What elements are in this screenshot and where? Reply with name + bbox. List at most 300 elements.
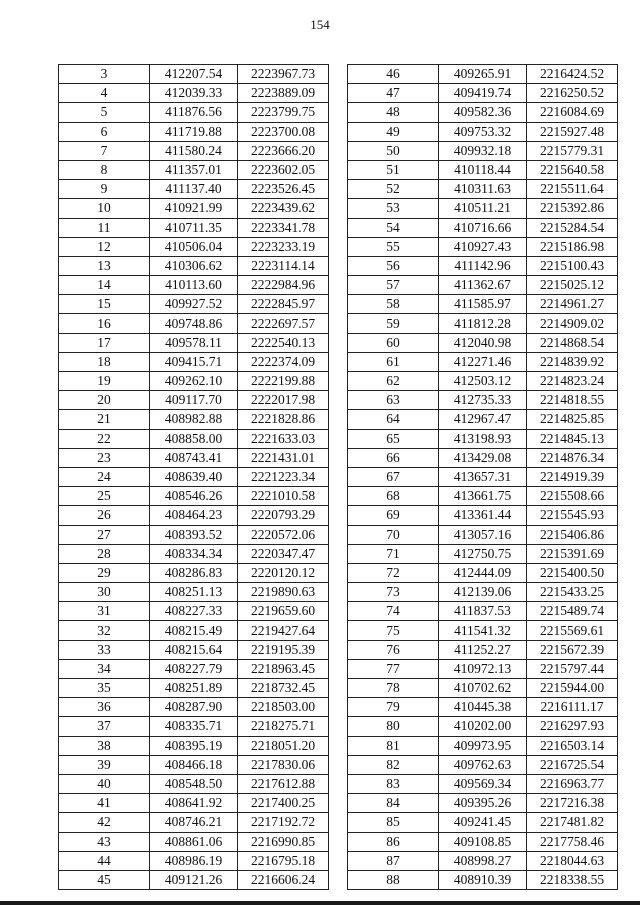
x-coordinate-cell: 410972.13 — [439, 659, 527, 678]
x-coordinate-cell: 412040.98 — [439, 333, 527, 352]
x-coordinate-cell: 409582.36 — [439, 103, 527, 122]
point-number-cell: 38 — [59, 736, 150, 755]
x-coordinate-cell: 411362.67 — [439, 276, 527, 295]
table-row — [348, 506, 618, 525]
y-coordinate-cell: 2214919.39 — [527, 467, 618, 486]
table-row — [348, 141, 618, 160]
point-number-cell: 45 — [59, 870, 150, 889]
x-coordinate-cell: 408251.13 — [150, 583, 238, 602]
y-coordinate-cell: 2223341.78 — [238, 218, 329, 237]
y-coordinate-cell: 2223967.73 — [238, 65, 329, 84]
point-number-cell: 68 — [348, 487, 439, 506]
x-coordinate-cell: 412039.33 — [150, 84, 238, 103]
x-coordinate-cell: 410506.04 — [150, 237, 238, 256]
x-coordinate-cell: 410118.44 — [439, 160, 527, 179]
table-row — [59, 602, 329, 621]
point-number-cell: 12 — [59, 237, 150, 256]
x-coordinate-cell: 411876.56 — [150, 103, 238, 122]
point-number-cell: 57 — [348, 276, 439, 295]
table-row — [348, 352, 618, 371]
y-coordinate-cell: 2218963.45 — [238, 659, 329, 678]
table-row — [348, 736, 618, 755]
table-row — [59, 65, 329, 84]
point-number-cell: 24 — [59, 467, 150, 486]
x-coordinate-cell: 411719.88 — [150, 122, 238, 141]
y-coordinate-cell: 2215392.86 — [527, 199, 618, 218]
point-number-cell: 67 — [348, 467, 439, 486]
x-coordinate-cell: 413657.31 — [439, 467, 527, 486]
y-coordinate-cell: 2218051.20 — [238, 736, 329, 755]
x-coordinate-cell: 408858.00 — [150, 429, 238, 448]
x-coordinate-cell: 411142.96 — [439, 256, 527, 275]
point-number-cell: 21 — [59, 410, 150, 429]
point-number-cell: 66 — [348, 448, 439, 467]
point-number-cell: 36 — [59, 698, 150, 717]
point-number-cell: 27 — [59, 525, 150, 544]
point-number-cell: 80 — [348, 717, 439, 736]
y-coordinate-cell: 2214845.13 — [527, 429, 618, 448]
table-row — [348, 544, 618, 563]
point-number-cell: 23 — [59, 448, 150, 467]
y-coordinate-cell: 2217612.88 — [238, 774, 329, 793]
x-coordinate-cell: 413361.44 — [439, 506, 527, 525]
point-number-cell: 28 — [59, 544, 150, 563]
y-coordinate-cell: 2223666.20 — [238, 141, 329, 160]
y-coordinate-cell: 2221828.86 — [238, 410, 329, 429]
x-coordinate-cell: 408746.21 — [150, 813, 238, 832]
point-number-cell: 3 — [59, 65, 150, 84]
point-number-cell: 81 — [348, 736, 439, 755]
x-coordinate-cell: 408639.40 — [150, 467, 238, 486]
point-number-cell: 58 — [348, 295, 439, 314]
point-number-cell: 61 — [348, 352, 439, 371]
x-coordinate-cell: 411252.27 — [439, 640, 527, 659]
y-coordinate-cell: 2218338.55 — [527, 870, 618, 889]
table-row — [59, 372, 329, 391]
y-coordinate-cell: 2215640.58 — [527, 160, 618, 179]
point-number-cell: 64 — [348, 410, 439, 429]
x-coordinate-cell: 410202.00 — [439, 717, 527, 736]
x-coordinate-cell: 410711.35 — [150, 218, 238, 237]
y-coordinate-cell: 2221010.58 — [238, 487, 329, 506]
point-number-cell: 31 — [59, 602, 150, 621]
point-number-cell: 55 — [348, 237, 439, 256]
y-coordinate-cell: 2220120.12 — [238, 563, 329, 582]
y-coordinate-cell: 2216424.52 — [527, 65, 618, 84]
point-number-cell: 69 — [348, 506, 439, 525]
x-coordinate-cell: 411585.97 — [439, 295, 527, 314]
point-number-cell: 19 — [59, 372, 150, 391]
y-coordinate-cell: 2215927.48 — [527, 122, 618, 141]
point-number-cell: 85 — [348, 813, 439, 832]
point-number-cell: 46 — [348, 65, 439, 84]
x-coordinate-cell: 409241.45 — [439, 813, 527, 832]
y-coordinate-cell: 2223526.45 — [238, 180, 329, 199]
y-coordinate-cell: 2215944.00 — [527, 679, 618, 698]
point-number-cell: 71 — [348, 544, 439, 563]
table-row — [59, 295, 329, 314]
point-number-cell: 44 — [59, 851, 150, 870]
x-coordinate-cell: 409121.26 — [150, 870, 238, 889]
x-coordinate-cell: 413429.08 — [439, 448, 527, 467]
point-number-cell: 53 — [348, 199, 439, 218]
x-coordinate-cell: 409932.18 — [439, 141, 527, 160]
point-number-cell: 30 — [59, 583, 150, 602]
x-coordinate-cell: 410113.60 — [150, 276, 238, 295]
y-coordinate-cell: 2215406.86 — [527, 525, 618, 544]
x-coordinate-cell: 408464.23 — [150, 506, 238, 525]
y-coordinate-cell: 2215400.50 — [527, 563, 618, 582]
y-coordinate-cell: 2215025.12 — [527, 276, 618, 295]
y-coordinate-cell: 2215391.69 — [527, 544, 618, 563]
x-coordinate-cell: 413198.93 — [439, 429, 527, 448]
x-coordinate-cell: 411812.28 — [439, 314, 527, 333]
point-number-cell: 59 — [348, 314, 439, 333]
x-coordinate-cell: 409578.11 — [150, 333, 238, 352]
point-number-cell: 41 — [59, 794, 150, 813]
table-row — [59, 487, 329, 506]
y-coordinate-cell: 2214823.24 — [527, 372, 618, 391]
y-coordinate-cell: 2216250.52 — [527, 84, 618, 103]
x-coordinate-cell: 412139.06 — [439, 583, 527, 602]
y-coordinate-cell: 2216725.54 — [527, 755, 618, 774]
x-coordinate-cell: 408215.64 — [150, 640, 238, 659]
y-coordinate-cell: 2215779.31 — [527, 141, 618, 160]
x-coordinate-cell: 409117.70 — [150, 391, 238, 410]
y-coordinate-cell: 2215100.43 — [527, 256, 618, 275]
point-number-cell: 87 — [348, 851, 439, 870]
table-row — [348, 659, 618, 678]
table-row — [59, 237, 329, 256]
y-coordinate-cell: 2216111.17 — [527, 698, 618, 717]
y-coordinate-cell: 2222374.09 — [238, 352, 329, 371]
y-coordinate-cell: 2219890.63 — [238, 583, 329, 602]
table-row — [348, 84, 618, 103]
y-coordinate-cell: 2216606.24 — [238, 870, 329, 889]
table-row — [59, 122, 329, 141]
x-coordinate-cell: 409262.10 — [150, 372, 238, 391]
table-row — [348, 602, 618, 621]
table-row — [348, 755, 618, 774]
y-coordinate-cell: 2218044.63 — [527, 851, 618, 870]
table-row — [59, 218, 329, 237]
table-row — [59, 199, 329, 218]
x-coordinate-cell: 408334.34 — [150, 544, 238, 563]
y-coordinate-cell: 2214825.85 — [527, 410, 618, 429]
y-coordinate-cell: 2223114.14 — [238, 256, 329, 275]
point-number-cell: 47 — [348, 84, 439, 103]
y-coordinate-cell: 2214961.27 — [527, 295, 618, 314]
y-coordinate-cell: 2219195.39 — [238, 640, 329, 659]
point-number-cell: 72 — [348, 563, 439, 582]
point-number-cell: 43 — [59, 832, 150, 851]
y-coordinate-cell: 2216297.93 — [527, 717, 618, 736]
point-number-cell: 48 — [348, 103, 439, 122]
table-row — [348, 199, 618, 218]
point-number-cell: 29 — [59, 563, 150, 582]
x-coordinate-cell: 409762.63 — [439, 755, 527, 774]
point-number-cell: 10 — [59, 199, 150, 218]
table-row — [348, 774, 618, 793]
y-coordinate-cell: 2217216.38 — [527, 794, 618, 813]
table-row — [59, 813, 329, 832]
point-number-cell: 9 — [59, 180, 150, 199]
table-row — [348, 237, 618, 256]
x-coordinate-cell: 409415.71 — [150, 352, 238, 371]
table-row — [59, 180, 329, 199]
point-number-cell: 33 — [59, 640, 150, 659]
y-coordinate-cell: 2220793.29 — [238, 506, 329, 525]
point-number-cell: 25 — [59, 487, 150, 506]
table-row — [59, 563, 329, 582]
table-row — [59, 640, 329, 659]
x-coordinate-cell: 408998.27 — [439, 851, 527, 870]
table-row — [59, 794, 329, 813]
y-coordinate-cell: 2223799.75 — [238, 103, 329, 122]
point-number-cell: 37 — [59, 717, 150, 736]
x-coordinate-cell: 408215.49 — [150, 621, 238, 640]
point-number-cell: 16 — [59, 314, 150, 333]
y-coordinate-cell: 2223700.08 — [238, 122, 329, 141]
table-row — [59, 276, 329, 295]
y-coordinate-cell: 2223233.19 — [238, 237, 329, 256]
x-coordinate-cell: 412207.54 — [150, 65, 238, 84]
table-row — [59, 314, 329, 333]
x-coordinate-cell: 410921.99 — [150, 199, 238, 218]
y-coordinate-cell: 2222017.98 — [238, 391, 329, 410]
x-coordinate-cell: 410511.21 — [439, 199, 527, 218]
point-number-cell: 62 — [348, 372, 439, 391]
point-number-cell: 79 — [348, 698, 439, 717]
point-number-cell: 15 — [59, 295, 150, 314]
x-coordinate-cell: 408251.89 — [150, 679, 238, 698]
y-coordinate-cell: 2218732.45 — [238, 679, 329, 698]
x-coordinate-cell: 408546.26 — [150, 487, 238, 506]
table-row — [348, 813, 618, 832]
point-number-cell: 13 — [59, 256, 150, 275]
x-coordinate-cell: 409753.32 — [439, 122, 527, 141]
point-number-cell: 4 — [59, 84, 150, 103]
table-row — [348, 429, 618, 448]
y-coordinate-cell: 2215569.61 — [527, 621, 618, 640]
table-row — [348, 679, 618, 698]
table-row — [348, 160, 618, 179]
x-coordinate-cell: 408910.39 — [439, 870, 527, 889]
table-row — [348, 314, 618, 333]
y-coordinate-cell: 2221223.34 — [238, 467, 329, 486]
y-coordinate-cell: 2223602.05 — [238, 160, 329, 179]
table-row — [348, 525, 618, 544]
point-number-cell: 84 — [348, 794, 439, 813]
x-coordinate-cell: 408227.33 — [150, 602, 238, 621]
x-coordinate-cell: 410927.43 — [439, 237, 527, 256]
point-number-cell: 11 — [59, 218, 150, 237]
x-coordinate-cell: 411137.40 — [150, 180, 238, 199]
point-number-cell: 83 — [348, 774, 439, 793]
x-coordinate-cell: 408548.50 — [150, 774, 238, 793]
table-row — [59, 333, 329, 352]
table-row — [348, 851, 618, 870]
point-number-cell: 51 — [348, 160, 439, 179]
x-coordinate-cell: 408227.79 — [150, 659, 238, 678]
point-number-cell: 7 — [59, 141, 150, 160]
table-row — [348, 563, 618, 582]
x-coordinate-cell: 408986.19 — [150, 851, 238, 870]
point-number-cell: 39 — [59, 755, 150, 774]
x-coordinate-cell: 409108.85 — [439, 832, 527, 851]
table-row — [348, 583, 618, 602]
point-number-cell: 18 — [59, 352, 150, 371]
y-coordinate-cell: 2216990.85 — [238, 832, 329, 851]
table-row — [348, 65, 618, 84]
table-row — [59, 160, 329, 179]
y-coordinate-cell: 2219659.60 — [238, 602, 329, 621]
table-row — [59, 467, 329, 486]
y-coordinate-cell: 2217192.72 — [238, 813, 329, 832]
y-coordinate-cell: 2218503.00 — [238, 698, 329, 717]
x-coordinate-cell: 408743.41 — [150, 448, 238, 467]
point-number-cell: 17 — [59, 333, 150, 352]
point-number-cell: 14 — [59, 276, 150, 295]
point-number-cell: 52 — [348, 180, 439, 199]
y-coordinate-cell: 2216963.77 — [527, 774, 618, 793]
table-row — [348, 122, 618, 141]
page-bottom-edge — [0, 901, 640, 905]
table-row — [348, 391, 618, 410]
table-row — [59, 659, 329, 678]
table-row — [348, 218, 618, 237]
y-coordinate-cell: 2223439.62 — [238, 199, 329, 218]
x-coordinate-cell: 412750.75 — [439, 544, 527, 563]
table-row — [59, 84, 329, 103]
table-row — [348, 372, 618, 391]
table-row — [348, 640, 618, 659]
y-coordinate-cell: 2215672.39 — [527, 640, 618, 659]
y-coordinate-cell: 2217481.82 — [527, 813, 618, 832]
point-number-cell: 6 — [59, 122, 150, 141]
point-number-cell: 60 — [348, 333, 439, 352]
point-number-cell: 32 — [59, 621, 150, 640]
table-row — [59, 506, 329, 525]
point-number-cell: 86 — [348, 832, 439, 851]
x-coordinate-cell: 410445.38 — [439, 698, 527, 717]
x-coordinate-cell: 409973.95 — [439, 736, 527, 755]
table-row — [348, 256, 618, 275]
table-row — [348, 467, 618, 486]
x-coordinate-cell: 408861.06 — [150, 832, 238, 851]
x-coordinate-cell: 408287.90 — [150, 698, 238, 717]
y-coordinate-cell: 2222697.57 — [238, 314, 329, 333]
x-coordinate-cell: 412503.12 — [439, 372, 527, 391]
table-row — [59, 429, 329, 448]
y-coordinate-cell: 2221633.03 — [238, 429, 329, 448]
table-row — [348, 448, 618, 467]
x-coordinate-cell: 408286.83 — [150, 563, 238, 582]
x-coordinate-cell: 410702.62 — [439, 679, 527, 698]
x-coordinate-cell: 409419.74 — [439, 84, 527, 103]
table-row — [348, 410, 618, 429]
table-row — [348, 794, 618, 813]
x-coordinate-cell: 412735.33 — [439, 391, 527, 410]
x-coordinate-cell: 413661.75 — [439, 487, 527, 506]
y-coordinate-cell: 2217400.25 — [238, 794, 329, 813]
point-number-cell: 26 — [59, 506, 150, 525]
point-number-cell: 22 — [59, 429, 150, 448]
table-row — [348, 621, 618, 640]
point-number-cell: 82 — [348, 755, 439, 774]
x-coordinate-cell: 408982.88 — [150, 410, 238, 429]
table-row — [59, 141, 329, 160]
point-number-cell: 40 — [59, 774, 150, 793]
x-coordinate-cell: 408335.71 — [150, 717, 238, 736]
table-row — [59, 256, 329, 275]
x-coordinate-cell: 408466.18 — [150, 755, 238, 774]
x-coordinate-cell: 409927.52 — [150, 295, 238, 314]
point-number-cell: 73 — [348, 583, 439, 602]
x-coordinate-cell: 411357.01 — [150, 160, 238, 179]
table-row — [348, 832, 618, 851]
y-coordinate-cell: 2219427.64 — [238, 621, 329, 640]
point-number-cell: 8 — [59, 160, 150, 179]
point-number-cell: 63 — [348, 391, 439, 410]
table-row — [348, 295, 618, 314]
y-coordinate-cell: 2221431.01 — [238, 448, 329, 467]
point-number-cell: 34 — [59, 659, 150, 678]
table-row — [59, 583, 329, 602]
point-number-cell: 42 — [59, 813, 150, 832]
y-coordinate-cell: 2215489.74 — [527, 602, 618, 621]
point-number-cell: 35 — [59, 679, 150, 698]
y-coordinate-cell: 2217830.06 — [238, 755, 329, 774]
table-row — [59, 832, 329, 851]
coordinates-table-left — [58, 64, 329, 890]
table-row — [59, 448, 329, 467]
coordinates-table-right — [347, 64, 618, 890]
table-row — [59, 870, 329, 889]
table-row — [59, 544, 329, 563]
y-coordinate-cell: 2215284.54 — [527, 218, 618, 237]
y-coordinate-cell: 2220572.06 — [238, 525, 329, 544]
table-row — [348, 698, 618, 717]
table-row — [59, 717, 329, 736]
x-coordinate-cell: 411580.24 — [150, 141, 238, 160]
point-number-cell: 49 — [348, 122, 439, 141]
x-coordinate-cell: 410306.62 — [150, 256, 238, 275]
table-row — [59, 352, 329, 371]
y-coordinate-cell: 2215433.25 — [527, 583, 618, 602]
table-row — [59, 774, 329, 793]
x-coordinate-cell: 412444.09 — [439, 563, 527, 582]
point-number-cell: 78 — [348, 679, 439, 698]
y-coordinate-cell: 2215545.93 — [527, 506, 618, 525]
x-coordinate-cell: 408393.52 — [150, 525, 238, 544]
x-coordinate-cell: 409748.86 — [150, 314, 238, 333]
x-coordinate-cell: 412271.46 — [439, 352, 527, 371]
x-coordinate-cell: 411541.32 — [439, 621, 527, 640]
x-coordinate-cell: 409395.26 — [439, 794, 527, 813]
page-number: 154 — [310, 17, 330, 32]
table-row — [348, 103, 618, 122]
x-coordinate-cell: 410716.66 — [439, 218, 527, 237]
table-row — [59, 103, 329, 122]
table-row — [348, 870, 618, 889]
y-coordinate-cell: 2223889.09 — [238, 84, 329, 103]
table-row — [59, 525, 329, 544]
point-number-cell: 77 — [348, 659, 439, 678]
point-number-cell: 56 — [348, 256, 439, 275]
y-coordinate-cell: 2222540.13 — [238, 333, 329, 352]
x-coordinate-cell: 413057.16 — [439, 525, 527, 544]
